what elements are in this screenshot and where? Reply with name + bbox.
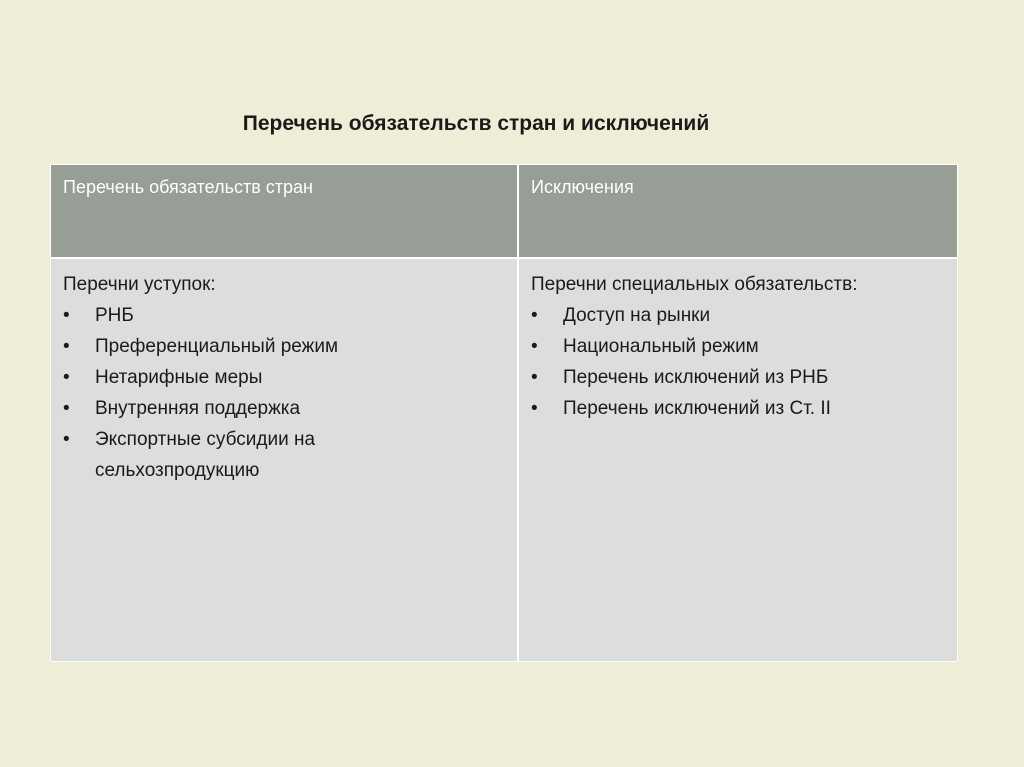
commitments-table <box>50 164 958 662</box>
list-item <box>63 424 395 486</box>
list-item <box>63 393 505 424</box>
list-item <box>63 300 505 331</box>
table-header-commitments: Перечень обязательств стран <box>51 165 517 257</box>
bullet-icon: • <box>531 398 538 419</box>
list-item <box>63 331 505 362</box>
list-item-text: Внутренняя поддержка <box>95 398 301 419</box>
list-item-text: Перечень исключений из Ст. II <box>563 398 831 419</box>
bullet-icon: • <box>63 367 70 388</box>
list-item <box>531 393 945 424</box>
list-item-text: Преференциальный режим <box>95 336 339 357</box>
list-item-text: Нетарифные меры <box>95 367 263 388</box>
exceptions-intro: Перечни специальных обязательств: <box>531 274 858 295</box>
list-item-text: Национальный режим <box>563 336 759 357</box>
bullet-icon: • <box>63 336 70 357</box>
list-item-text: Перечень исключений из РНБ <box>563 367 829 388</box>
list-item-text: Доступ на рынки <box>563 305 711 326</box>
bullet-icon: • <box>63 429 70 450</box>
list-item <box>63 362 505 393</box>
table-header-exceptions: Исключения <box>519 165 957 257</box>
bullet-icon: • <box>63 305 70 326</box>
list-item-text: РНБ <box>95 305 134 326</box>
slide-title: Перечень обязательств стран и исключений <box>242 112 710 135</box>
list-item <box>531 362 945 393</box>
bullet-icon: • <box>63 398 70 419</box>
list-item <box>531 300 945 331</box>
commitments-list <box>63 300 505 486</box>
exceptions-list <box>531 300 945 424</box>
table-cell-exceptions <box>519 259 957 661</box>
bullet-icon: • <box>531 367 538 388</box>
list-item <box>531 331 945 362</box>
commitments-intro: Перечни уступок: <box>63 274 216 295</box>
bullet-icon: • <box>531 336 538 357</box>
bullet-icon: • <box>531 305 538 326</box>
table-cell-commitments <box>51 259 517 661</box>
list-item-text: Экспортные субсидии на сельхозпродукцию <box>95 429 316 481</box>
